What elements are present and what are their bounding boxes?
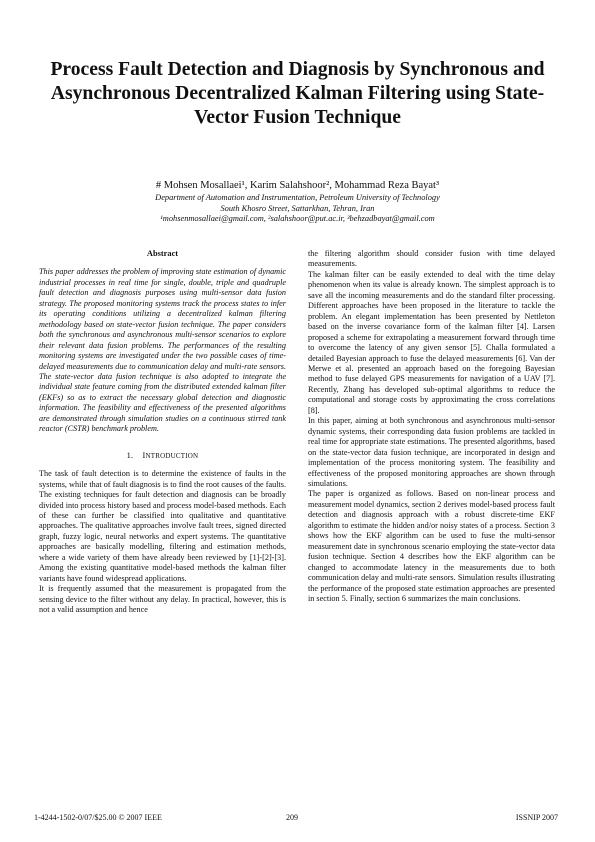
body-paragraph: In this paper, aiming at both synchronous and asynchronous multi-sensor dynamic systems, their corresponding data fusion problems are tackled in real time for appropriate state estimations. The presented algorithms, based on the state-vector data fusion technique, are incorporated in design and implementation of the process monitoring system. The feasibility and effectiveness of the proposed monitoring approaches are shown through simulations. xyxy=(308,416,555,488)
abstract-heading: Abstract xyxy=(146,249,179,258)
body-paragraph: the filtering algorithm should consider fusion with time delayed measurements. xyxy=(308,249,555,269)
section-number: 1. xyxy=(126,450,134,460)
footer-conference: ISSNIP 2007 xyxy=(515,813,558,822)
body-paragraph: It is frequently assumed that the measurement is propagated from the sensing device to the filter without any delay. In practical, however, this is not a valid assumption and hence xyxy=(39,584,286,615)
section-title-rest: NTRODUCTION xyxy=(145,451,199,460)
abstract-text: This paper addresses the problem of improving state estimation of dynamic industrial processes in real time for single, double, triple and quadruple fault detection and diagnosis purposes using multi-sensor data fusion strategy. The proposed monitoring systems track the process states to infer its operating conditions utilizing a decentralized kalman filtering methodology based on state-vector fusion technique. The paper considers both the synchronous and asynchronous multi-sensor scenarios to explore their relevant data fusion problems. The performances of the resulting monitoring systems are investigated under the two possible cases of time-delayed measurements due to communication delay and multi-rate sensors. The state-vector data fusion technique is also adopted to integrate the individual state feature coming from the distributed extended kalman filter (EKFs) so as to extract the necessary global detection and diagnostic information. The feasibility and effectiveness of the presented algorithms are demonstrated through simulation studies on a continuous stirred tank reactor (CSTR) benchmark problem. xyxy=(39,267,286,434)
right-column xyxy=(308,249,555,604)
paper-title: Process Fault Detection and Diagnosis by Synchronous and Asynchronous Decentralized Kalman Filtering using State-Vector Fusion Technique xyxy=(50,59,545,128)
left-column xyxy=(39,249,286,616)
body-paragraph: The paper is organized as follows. Based on non-linear process and measurement model dynamics, section 2 derives model-based process fault detection and diagnosis approach with a robust discrete-time EKF algorithm to estimate the hidden and/or noisy states of a process. Section 3 shows how the EKF algorithm can be used to fuse the multi-sensor measurement date in synchronous scenario employing the state-vector data fusion technique. Section 4 describes how the EKF algorithm can be changed to accommodate latency in the measurements due to both communication delay and multi-rate sensors. Simulation results illustrating the performance of the proposed state estimation approaches are presented in section 5. Finally, section 6 summarizes the main conclusions. xyxy=(308,489,555,603)
body-paragraph: The task of fault detection is to determine the existence of faults in the systems, while that of fault diagnosis is to find the root causes of the faults. The existing techniques for fault detection and diagnosis can be broadly divided into process history based and process model-based methods. Each of these can further be classified into qualitative and quantitative approaches. The qualitative approaches involve fault trees, signed directed graph, fuzzy logic, neural networks and expert systems. The quantitative approaches are basically modelling, filtering and estimation methods, where a wide variety of them have already been reviewed by [1]-[2]-[3]. Among the existing quantitative model-based methods the kalman filter variants have found widespread applications. xyxy=(39,469,286,583)
section-heading-introduction xyxy=(39,451,286,461)
body-paragraph: The kalman filter can be easily extended to deal with the time delay phenomenon when its value is already known. The simplest approach is to save all the incoming measurements and do the standard filter processing. Different approaches have been proposed in the literature to tackle the problem. An elegant implementation has been presented by Nettleton based on the inverse covariance form of the kalman filter [4]. Larsen proposed a scheme for extrapolating a measurement forward through time to overcome the latency of any given sensor [5]. Challa formulated a detailed Bayesian approach to fuse the delayed measurements [6]. Van der Merwe et al. presented an approach based on the foregoing Bayesian method to fuse delayed GPS measurements for navigation of a UAV [7]. Recently, Zhang has developed sub-optimal algorithms to reduce the computational and storage costs by approximating the cross correlations [8]. xyxy=(308,269,555,415)
footer-copyright: 1-4244-1502-0/07/$25.00 © 2007 IEEE xyxy=(34,813,162,822)
affiliation-department: Department of Automation and Instrumentation, Petroleum University of Technology xyxy=(155,193,440,202)
footer-page-number: 209 xyxy=(286,813,298,822)
author-emails: ¹mohsenmosallaei@gmail.com, ²salahshoor@put.ac.ir, ³behzadbayat@gmail.com xyxy=(160,214,435,223)
affiliation-address: South Khosro Street, Sattarkhan, Tehran, Iran xyxy=(220,204,375,213)
author-list: # Mohsen Mosallaei¹, Karim Salahshoor², Mohammad Reza Bayat³ xyxy=(155,180,440,191)
section-title-initial: I xyxy=(142,450,146,460)
